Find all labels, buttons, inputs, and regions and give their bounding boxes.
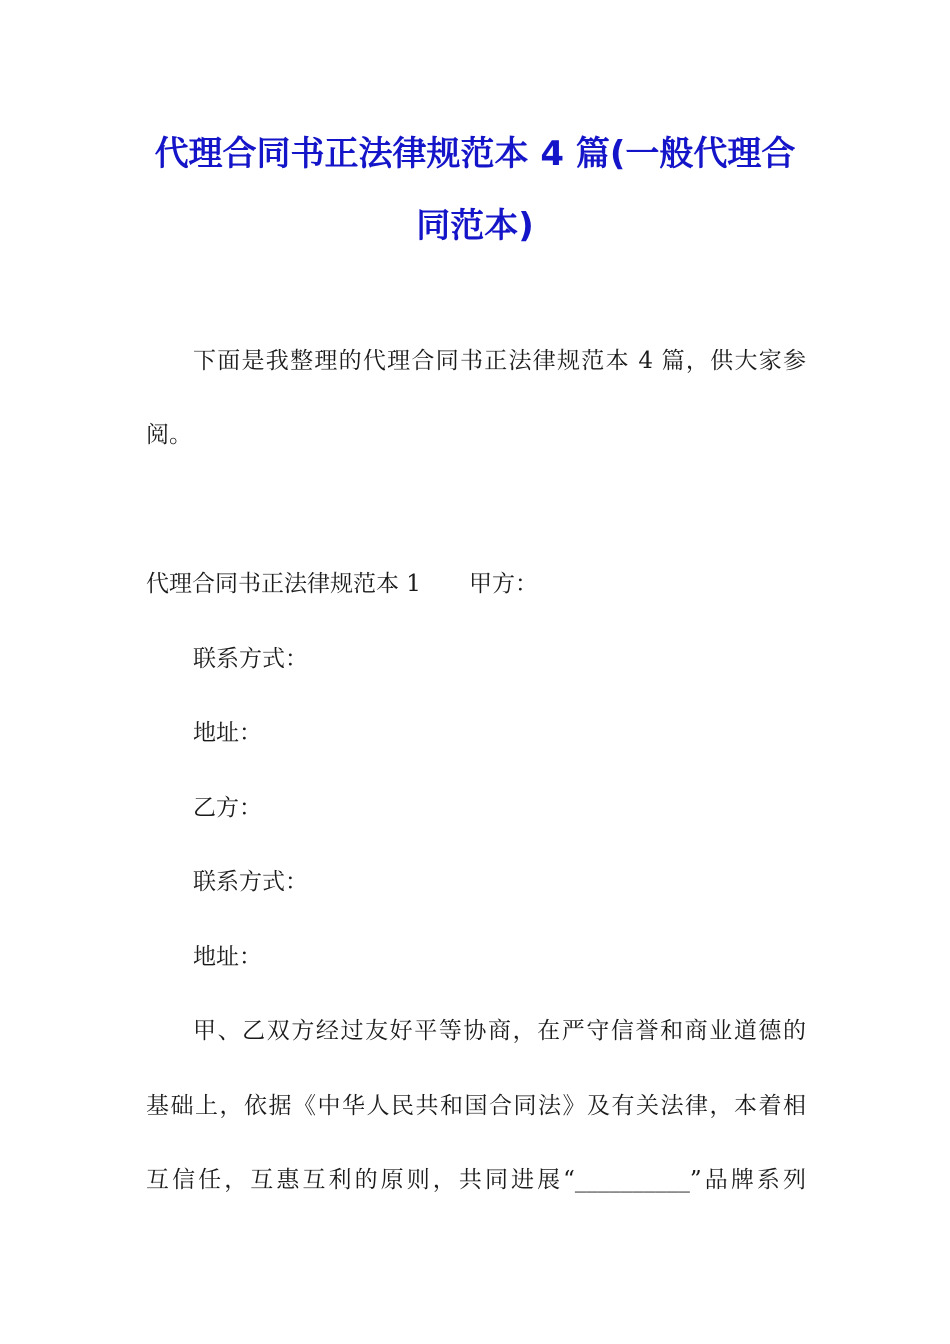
address-a-label: 地址：	[193, 720, 262, 746]
party-a-label: 甲方：	[468, 571, 538, 597]
section-heading: 代理合同书正法律规范本 1	[146, 571, 421, 597]
intro-line-1: 下面是我整理的代理合同书正法律规范本 4 篇，供大家参	[193, 348, 806, 374]
address-b-label: 地址：	[193, 944, 262, 970]
intro-line-2: 阅。	[146, 422, 192, 448]
document-title-line-1: 代理合同书正法律规范本 4 篇(一般代理合	[154, 134, 796, 174]
body-line-1: 甲、乙双方经过友好平等协商，在严守信誉和商业道德的	[193, 1018, 806, 1044]
party-b-label: 乙方：	[193, 795, 262, 821]
body-line-2: 基础上，依据《中华人民共和国合同法》及有关法律，本着相	[146, 1093, 806, 1119]
section-heading-row	[146, 569, 538, 599]
contact-b-label: 联系方式：	[193, 869, 308, 895]
document-title-line-2: 同范本)	[416, 206, 534, 246]
contact-a-label: 联系方式：	[193, 646, 308, 672]
body-line-3: 互信任，互惠互利的原则，共同进展“__________”品牌系列	[146, 1167, 806, 1193]
